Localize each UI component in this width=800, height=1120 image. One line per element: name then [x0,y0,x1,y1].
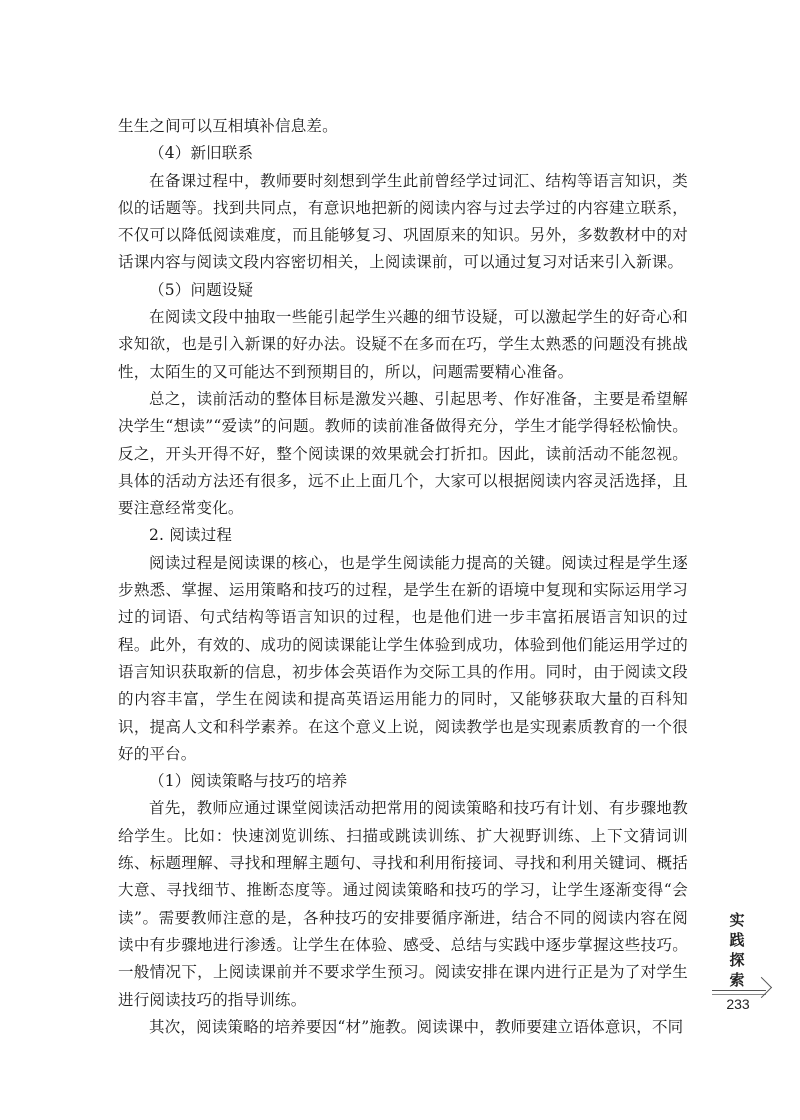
subheading-strategy-training: （1）阅读策略与技巧的培养 [149,772,348,791]
paragraph: 总之，读前活动的整体目标是激发兴趣、引起思考、作好准备，主要是希望解决学生“想读”“爱读”的问题。教师的读前准备做得充分，学生才能学得轻松愉快。反之，开头开得不好，整个阅读课的效果就会打折扣。因此，读前活动不能忽视。具体的活动方法还有很多，远不止上面几个，大家可以根据阅读内容灵活选择，且要注意经常变化。 [118,389,688,518]
section-heading-reading-process: 2. 阅读过程 [149,526,233,545]
side-label-char: 践 [729,931,745,949]
side-label-char: 实 [729,911,745,929]
side-label-char: 索 [729,971,745,989]
page-body [118,113,688,1041]
paragraph: 首先，教师应通过课堂阅读活动把常用的阅读策略和技巧有计划、有步骤地教给学生。比如：快速浏览训练、扫描或跳读训练、扩大视野训练、上下文猜词训练、标题理解、寻找和理解主题句、寻找和利用衔接词、寻找和利用关键词、概括大意、寻找细节、推断态度等。通过阅读策略和技巧的学习，让学生逐渐变得“会读”。需要教师注意的是，各种技巧的安排要循序渐进，结合不同的阅读内容在阅读中有步骤地进行渗透。让学生在体验、感受、总结与实践中逐步掌握这些技巧。一般情况下，上阅读课前并不要求学生预习。阅读安排在课内进行正是为了对学生进行阅读技巧的指导训练。 [118,799,688,1009]
subheading-new-old-connection: （4）新旧联系 [149,144,254,163]
page-number: 233 [726,996,750,1012]
paragraph: 在阅读文段中抽取一些能引起学生兴趣的细节设疑，可以激起学生的好奇心和求知欲，也是引入新课的好办法。设疑不在多而在巧，学生太熟悉的问题没有挑战性，太陌生的又可能达不到预期目的，所以，问题需要精心准备。 [118,308,688,381]
paragraph: 阅读过程是阅读课的核心，也是学生阅读能力提高的关键。阅读过程是学生逐步熟悉、掌握、运用策略和技巧的过程，是学生在新的语境中复现和实际运用学习过的词语、句式结构等语言知识的过程，也是他们进一步丰富拓展语言知识的过程。此外，有效的、成功的阅读课能让学生体验到成功，体验到他们能运用学过的语言知识获取新的信息，初步体会英语作为交际工具的作用。同时，由于阅读文段的内容丰富，学生在阅读和提高英语运用能力的同时，又能够获取大量的百科知识，提高人文和科学素养。在这个意义上说，阅读教学也是实现素质教育的一个很好的平台。 [118,553,688,763]
subheading-questioning: （5）问题设疑 [149,280,254,299]
side-section-label [722,910,752,990]
paragraph: 其次，阅读策略的培养要因“材”施教。阅读课中，教师要建立语体意识，不同 [149,1017,684,1036]
side-label-char: 探 [729,951,745,969]
paragraph: 生生之间可以互相填补信息差。 [118,117,338,135]
paragraph: 在备课过程中，教师要时刻想到学生此前曾经学过词汇、结构等语言知识，类似的话题等。找到共同点，有意识地把新的阅读内容与过去学过的内容建立联系，不仅可以降低阅读难度，而且能够复习、巩固原来的知识。另外，多数教材中的对话课内容与阅读文段内容密切相关，上阅读课前，可以通过复习对话来引入新课。 [118,171,688,272]
